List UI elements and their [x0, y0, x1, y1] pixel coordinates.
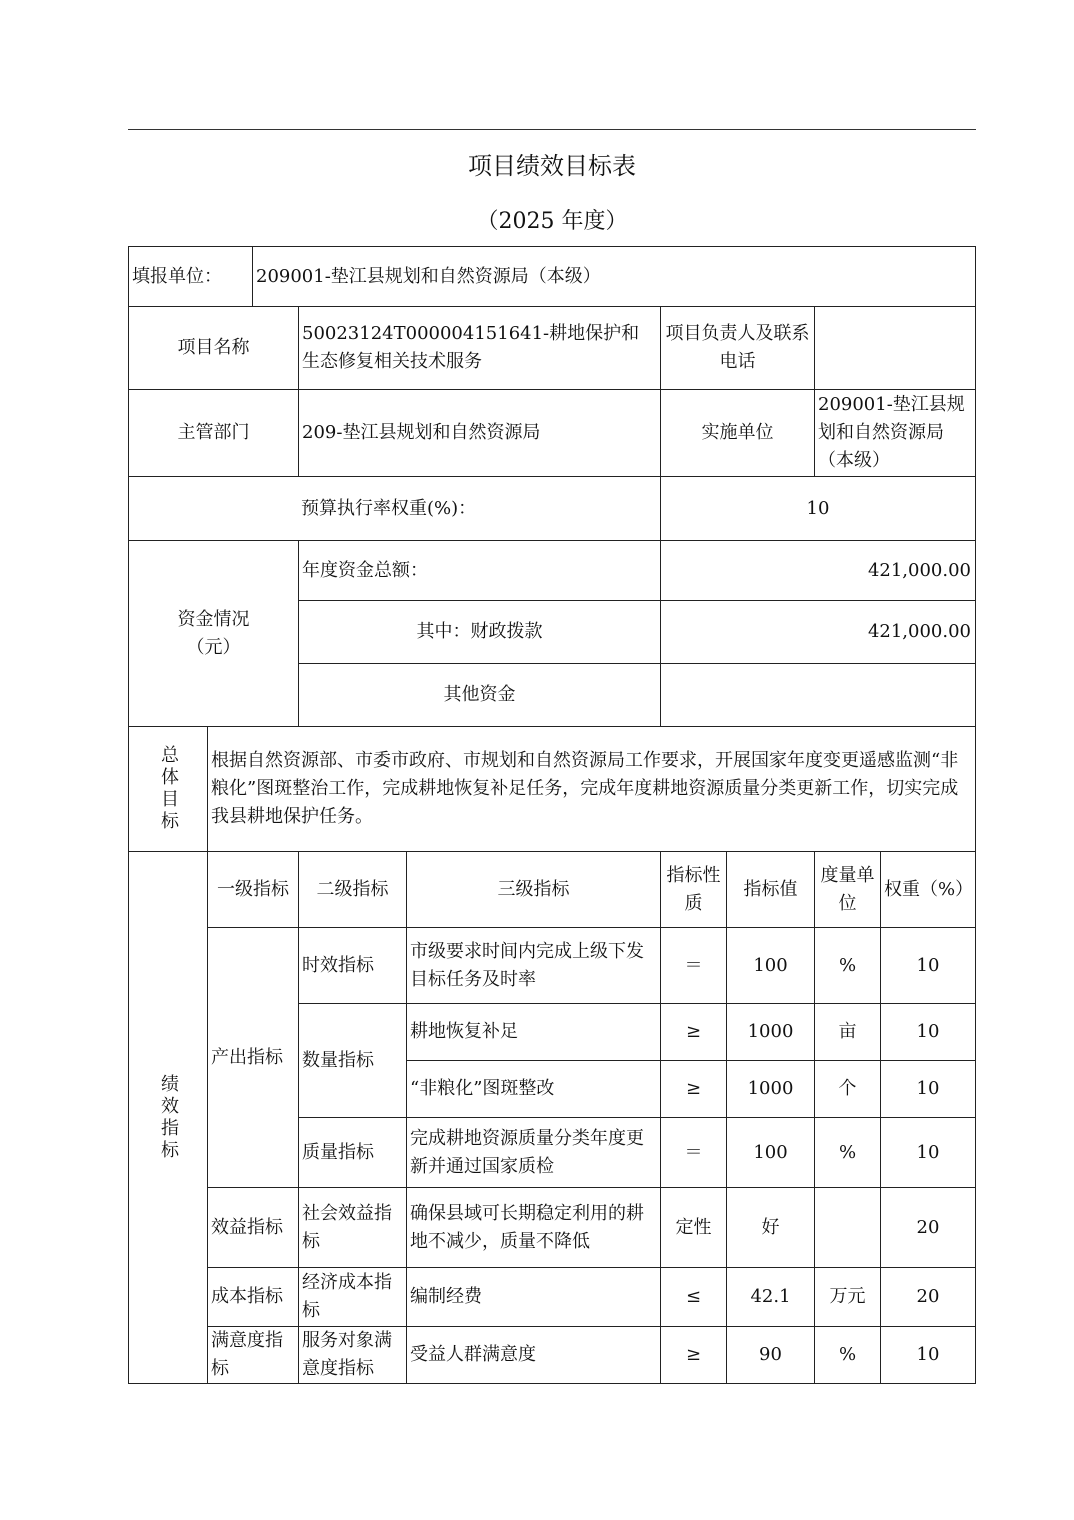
header-level1: 一级指标	[207, 851, 299, 928]
other-fund-label: 其他资金	[298, 663, 661, 727]
table-row-level3: 市级要求时间内完成上级下发目标任务及时率	[406, 927, 661, 1004]
annual-total-label: 年度资金总额：	[298, 540, 661, 601]
table-row-unit: %	[814, 927, 881, 1004]
level1-cost: 成本指标	[207, 1267, 299, 1327]
department-label: 主管部门	[128, 389, 299, 477]
table-row-weight: 10	[880, 927, 976, 1004]
table-row-nature: ≥	[660, 1060, 727, 1118]
fiscal-value: 421,000.00	[660, 600, 976, 664]
table-row-value: 1000	[726, 1060, 815, 1118]
other-fund-value	[660, 663, 976, 727]
level1-output: 产出指标	[207, 927, 299, 1188]
header-nature: 指标性质	[660, 851, 727, 928]
table-row-nature: ≥	[660, 1326, 727, 1384]
level2-timeliness: 时效指标	[298, 927, 407, 1004]
header-unit: 度量单位	[814, 851, 881, 928]
header-level2: 二级指标	[298, 851, 407, 928]
fund-label: 资金情况（元）	[128, 540, 299, 727]
annual-total-value: 421,000.00	[660, 540, 976, 601]
goal-label: 总体目标	[158, 745, 179, 833]
page-subtitle-year: （2025 年度）	[476, 209, 628, 234]
table-row-nature: ≥	[660, 1003, 727, 1061]
table-row-weight: 20	[880, 1187, 976, 1268]
table-row-nature: ＝	[660, 1117, 727, 1188]
project-leader-value	[814, 306, 976, 390]
department-value: 209-垫江县规划和自然资源局	[298, 389, 661, 477]
table-row-unit: 个	[814, 1060, 881, 1118]
table-row-unit: 万元	[814, 1267, 881, 1327]
impl-unit-value: 209001-垫江县规划和自然资源局（本级）	[814, 389, 976, 477]
level1-satisfaction: 满意度指标	[207, 1326, 299, 1384]
fiscal-label: 其中：财政拨款	[298, 600, 661, 664]
table-row-weight: 10	[880, 1060, 976, 1118]
table-row-level3: 编制经费	[406, 1267, 661, 1327]
table-row-weight: 10	[880, 1326, 976, 1384]
perf-label-cell	[128, 851, 208, 1384]
table-row-weight: 20	[880, 1267, 976, 1327]
table-row-level3: 完成耕地资源质量分类年度更新并通过国家质检	[406, 1117, 661, 1188]
table-row-level3: “非粮化”图斑整改	[406, 1060, 661, 1118]
project-name-value: 50023124T000004151641-耕地保护和生态修复相关技术服务	[298, 306, 661, 390]
table-row-value: 好	[726, 1187, 815, 1268]
header-value: 指标值	[726, 851, 815, 928]
table-row-value: 100	[726, 927, 815, 1004]
fill-unit-label: 填报单位：	[128, 246, 253, 307]
budget-rate-label: 预算执行率权重(%)：	[128, 476, 661, 541]
level2-quantity: 数量指标	[298, 1003, 407, 1118]
level1-benefit: 效益指标	[207, 1187, 299, 1268]
level2-quality: 质量指标	[298, 1117, 407, 1188]
project-name-label: 项目名称	[128, 306, 299, 390]
header-level3: 三级指标	[406, 851, 661, 928]
table-row-unit: %	[814, 1117, 881, 1188]
table-row-nature: ≤	[660, 1267, 727, 1327]
table-row-level3: 确保县域可长期稳定利用的耕地不减少，质量不降低	[406, 1187, 661, 1268]
goal-text: 根据自然资源部、市委市政府、市规划和自然资源局工作要求，开展国家年度变更遥感监测“非粮化”图斑整治工作，完成耕地恢复补足任务，完成年度耕地资源质量分类更新工作，切实完成我县耕地保护任务。	[207, 726, 976, 852]
project-leader-label: 项目负责人及联系电话	[660, 306, 815, 390]
table-row-nature: 定性	[660, 1187, 727, 1268]
level2-social-benefit: 社会效益指标	[298, 1187, 407, 1268]
perf-label: 绩效指标	[158, 1073, 179, 1162]
fill-unit-value: 209001-垫江县规划和自然资源局（本级）	[252, 246, 976, 307]
table-row-level3: 耕地恢复补足	[406, 1003, 661, 1061]
table-row-unit: 亩	[814, 1003, 881, 1061]
table-row-unit: %	[814, 1326, 881, 1384]
table-row-value: 90	[726, 1326, 815, 1384]
page-title: 项目绩效目标表	[468, 152, 636, 180]
level2-economic-cost: 经济成本指标	[298, 1267, 407, 1327]
top-rule	[128, 129, 976, 130]
budget-rate-value: 10	[660, 476, 976, 541]
goal-label-cell	[128, 726, 208, 852]
header-weight: 权重（%）	[880, 851, 976, 928]
table-row-level3: 受益人群满意度	[406, 1326, 661, 1384]
table-row-weight: 10	[880, 1003, 976, 1061]
table-row-value: 42.1	[726, 1267, 815, 1327]
table-row-value: 100	[726, 1117, 815, 1188]
level2-service-satisfaction: 服务对象满意度指标	[298, 1326, 407, 1384]
table-row-nature: ＝	[660, 927, 727, 1004]
table-row-value: 1000	[726, 1003, 815, 1061]
table-row-unit	[814, 1187, 881, 1268]
table-row-weight: 10	[880, 1117, 976, 1188]
impl-unit-label: 实施单位	[660, 389, 815, 477]
